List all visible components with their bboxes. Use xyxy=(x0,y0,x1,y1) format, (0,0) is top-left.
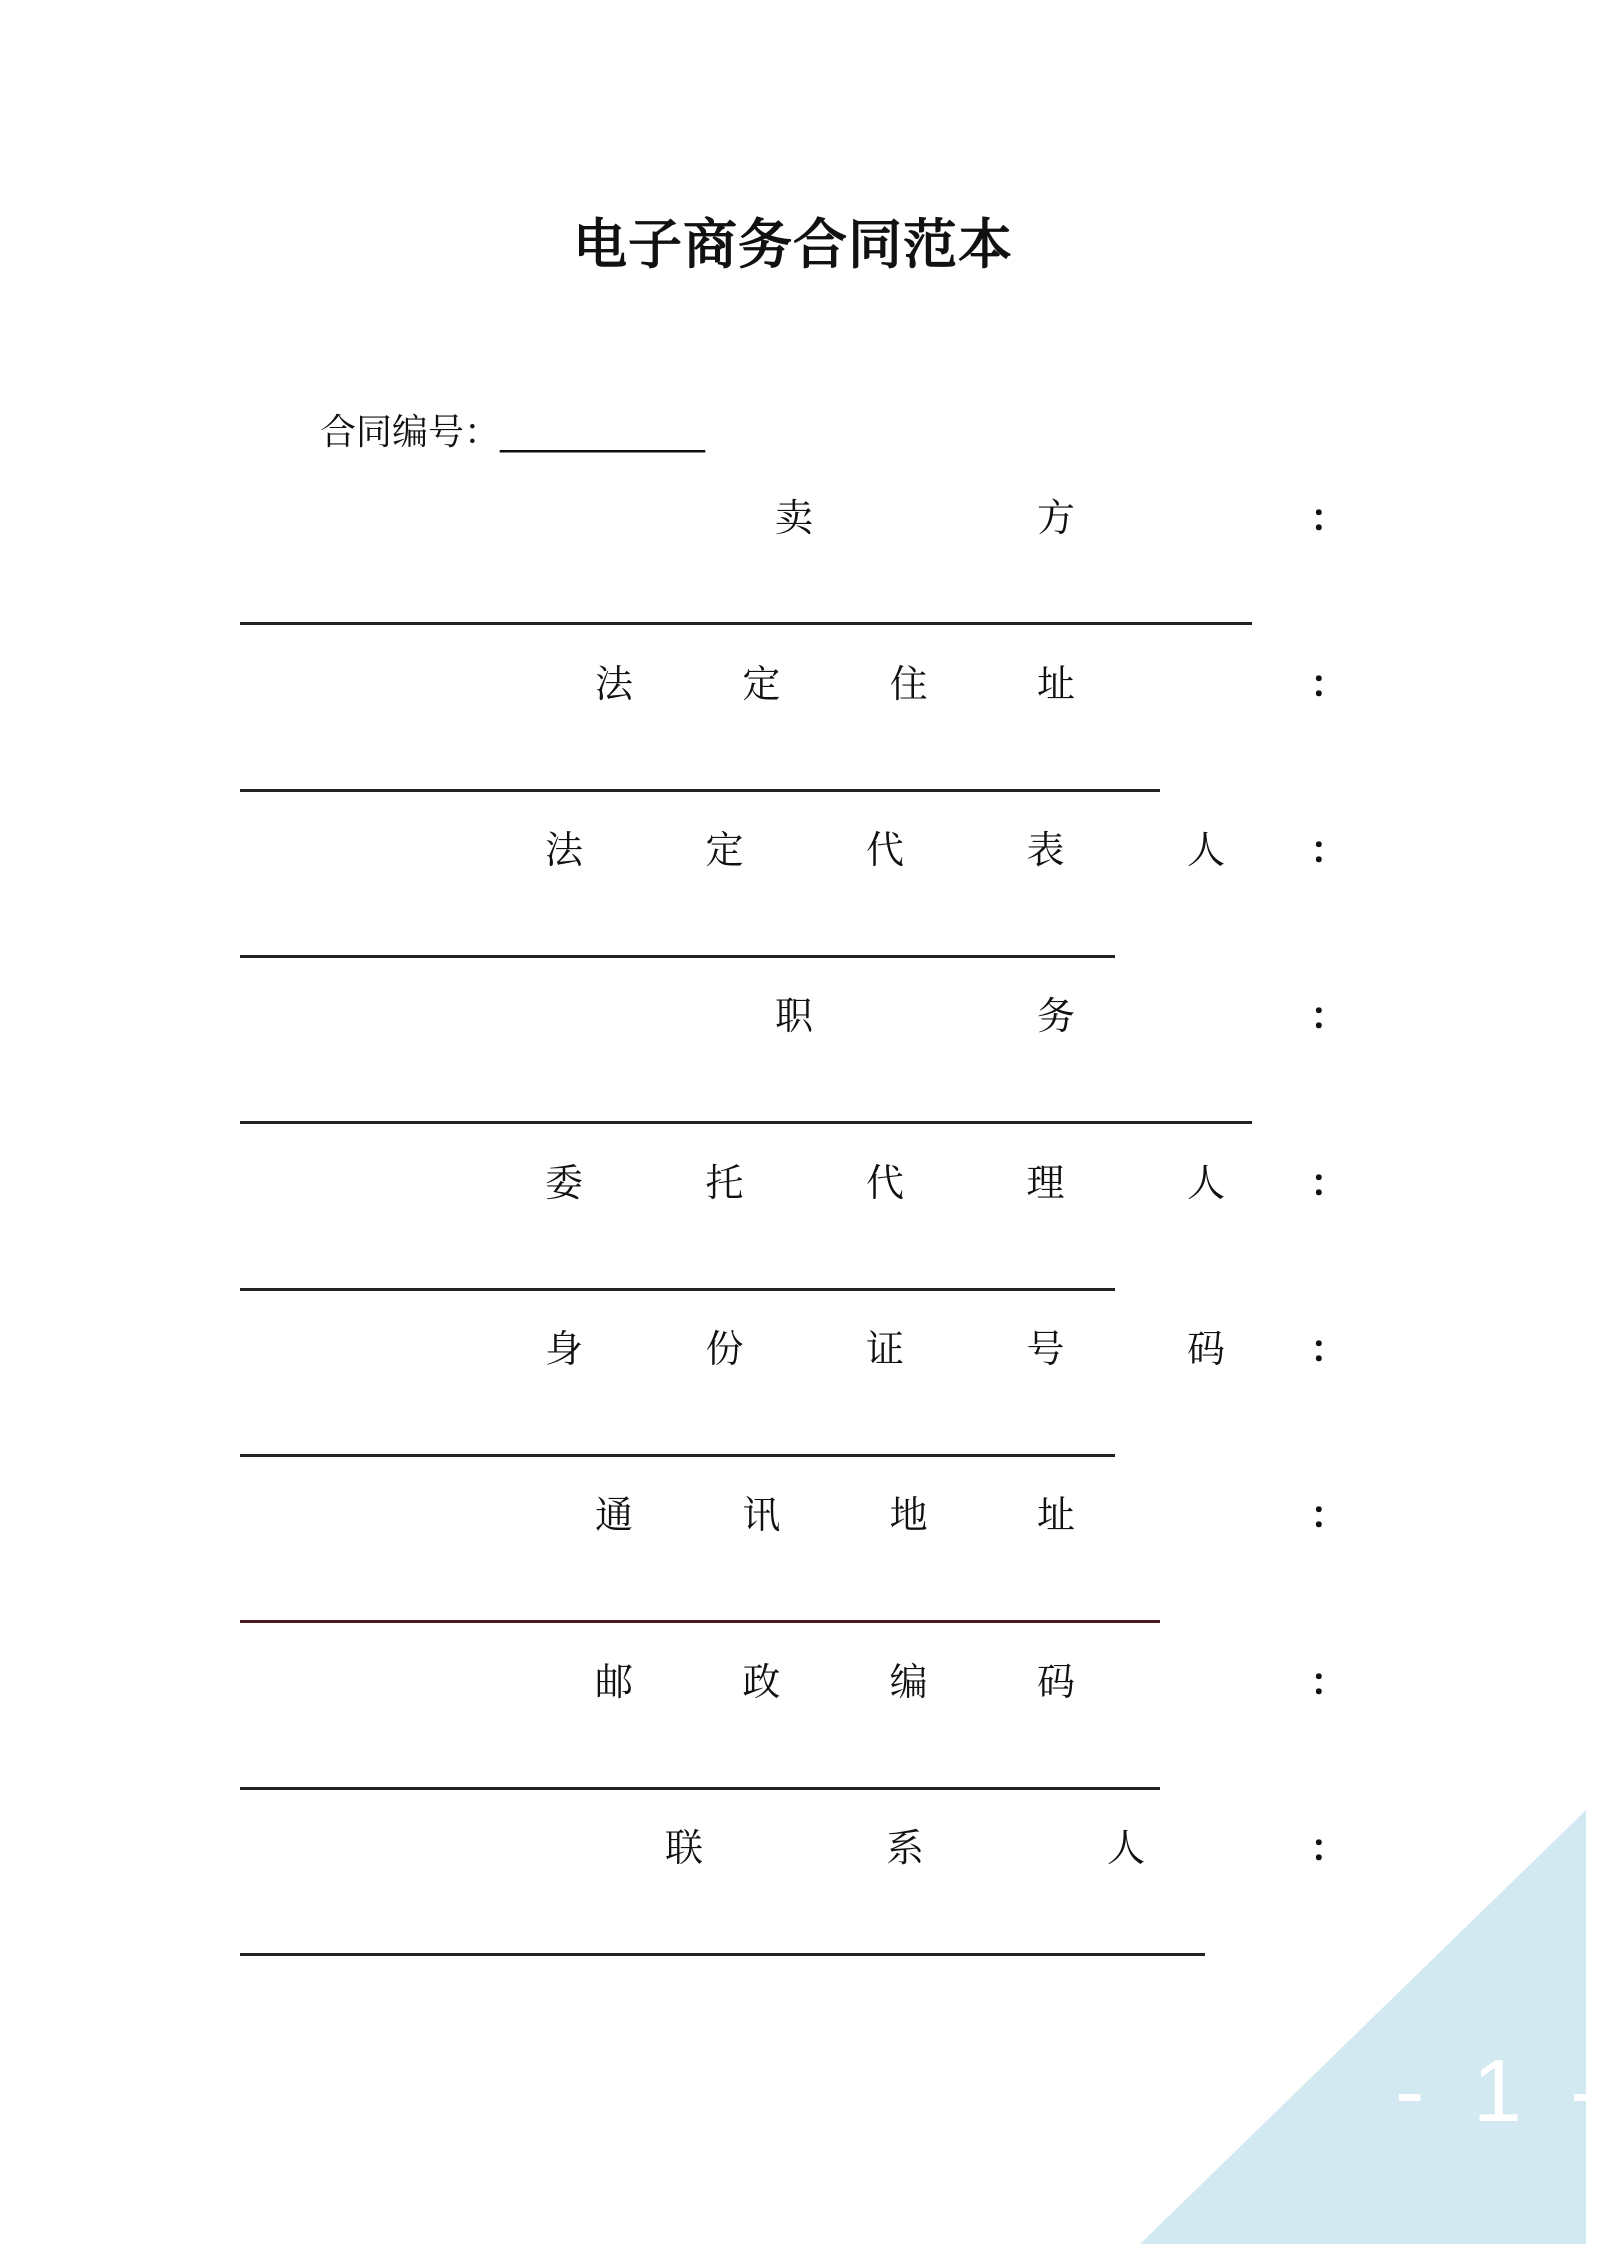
field-colon: ： xyxy=(1310,1493,1349,1537)
field-colon: ： xyxy=(1310,1327,1349,1371)
field-position-line[interactable] xyxy=(240,1121,1252,1124)
field-seller-line[interactable] xyxy=(240,622,1252,625)
page-title: 电子商务合同范本 xyxy=(573,213,1013,276)
contract-number-label: 合同编号： xyxy=(320,412,501,453)
field-legal-address-line[interactable] xyxy=(240,789,1160,792)
field-colon: ： xyxy=(1310,1826,1349,1870)
field-id-number xyxy=(520,1321,1349,1377)
field-label: 职 务 xyxy=(775,994,1075,1038)
field-colon: ： xyxy=(1310,1660,1349,1704)
field-contact-person xyxy=(520,1820,1349,1876)
field-colon: ： xyxy=(1310,496,1349,540)
field-seller xyxy=(520,490,1349,546)
field-colon: ： xyxy=(1310,1161,1349,1205)
field-authorized-agent xyxy=(520,1155,1349,1211)
field-id-number-line[interactable] xyxy=(240,1454,1115,1457)
field-legal-address xyxy=(520,656,1349,712)
field-colon: ： xyxy=(1310,828,1349,872)
field-legal-representative-line[interactable] xyxy=(240,955,1115,958)
field-label: 联 系 人 xyxy=(665,1826,1145,1870)
field-label: 法 定 住 址 xyxy=(595,662,1075,706)
field-label: 身 份 证 号 码 xyxy=(545,1327,1225,1371)
field-authorized-agent-line[interactable] xyxy=(240,1288,1115,1291)
field-position xyxy=(520,988,1349,1044)
field-label: 委 托 代 理 人 xyxy=(545,1161,1225,1205)
field-contact-person-line[interactable] xyxy=(240,1953,1205,1956)
contract-number xyxy=(320,408,704,458)
field-label: 邮 政 编 码 xyxy=(595,1660,1075,1704)
field-colon: ： xyxy=(1310,662,1349,706)
page-number: - 1 - xyxy=(1395,2041,1611,2140)
field-colon: ： xyxy=(1310,994,1349,1038)
field-mailing-address-line[interactable] xyxy=(240,1620,1160,1623)
field-legal-representative xyxy=(520,822,1349,878)
field-label: 法 定 代 表 人 xyxy=(545,828,1225,872)
field-mailing-address xyxy=(520,1487,1349,1543)
field-label: 通 讯 地 址 xyxy=(595,1493,1075,1537)
field-postal-code xyxy=(520,1654,1349,1710)
contract-number-blank: ____________ xyxy=(500,412,705,453)
field-label: 卖 方 xyxy=(775,496,1075,540)
field-postal-code-line[interactable] xyxy=(240,1787,1160,1790)
